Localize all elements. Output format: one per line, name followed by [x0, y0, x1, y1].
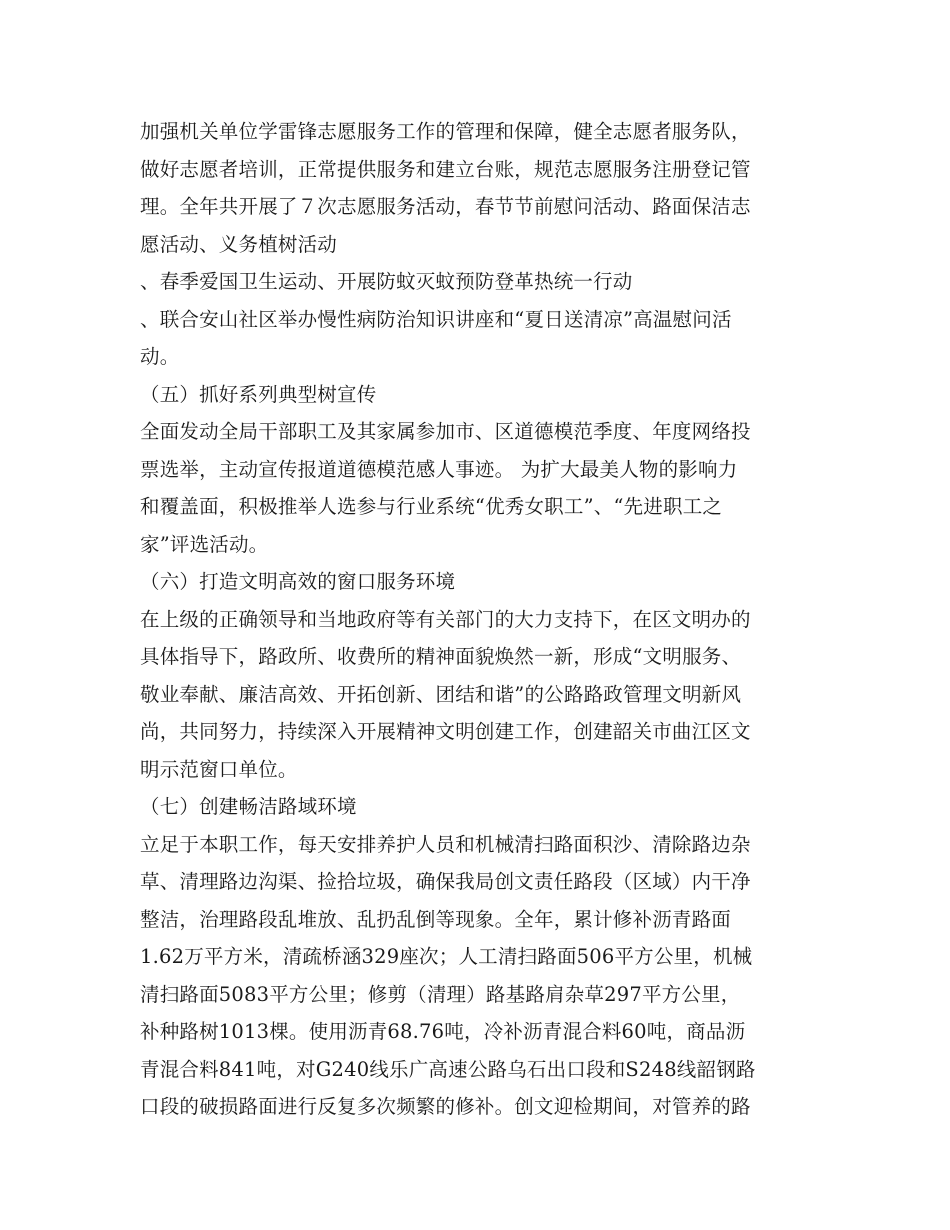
- body-text-line: 在上级的正确领导和当地政府等有关部门的大力支持下，在区文明办的: [140, 607, 751, 631]
- document-page: [140, 113, 812, 1126]
- body-text-line: 加强机关单位学雷锋志愿服务工作的管理和保障，健全志愿者服务队，: [140, 120, 751, 143]
- body-text-line: 草、清理路边沟渠、捡拾垃圾，确保我局创文责任路段（区域）内干净: [140, 870, 751, 893]
- body-text-line: 尚，共同努力，持续深入开展精神文明创建工作，创建韶关市曲江区文: [140, 720, 751, 743]
- section-heading-5: （五）抓好系列典型树宣传: [140, 382, 377, 406]
- body-text-line: 动。: [140, 345, 180, 368]
- section-heading-6: （六）打造文明高效的窗口服务环境: [140, 570, 456, 593]
- body-text-line: 愿活动、义务植树活动: [140, 232, 338, 256]
- section-heading-7: （七）创建畅洁路域环境: [140, 795, 357, 818]
- body-text-line: 口段的破损路面进行反复多次频繁的修补。创文迎检期间，对管养的路: [140, 1095, 751, 1118]
- body-text-line: 青混合料841吨，对G240线乐广高速公路乌石出口段和S248线韶钢路: [140, 1057, 756, 1081]
- body-text-line: 理。全年共开展了７次志愿服务活动，春节节前慰问活动、路面保洁志: [140, 195, 751, 218]
- body-text-line: 和覆盖面，积极推举人选参与行业系统“优秀女职工”、“先进职工之: [140, 495, 723, 518]
- body-text-line: 1.62万平方米，清疏桥涵329座次；人工清扫路面506平方公里，机械: [140, 945, 753, 968]
- body-text-line: 立足于本职工作，每天安排养护人员和机械清扫路面积沙、清除路边杂: [140, 832, 751, 856]
- body-text-line: 具体指导下，路政所、收费所的精神面貌焕然一新，形成“文明服务、: [140, 645, 742, 668]
- body-text-line: 补种路树1013棵。使用沥青68.76吨，冷补沥青混合料60吨，商品沥: [140, 1020, 746, 1043]
- body-text-line: 清扫路面5083平方公里；修剪（清理）路基路肩杂草297平方公里，: [140, 982, 741, 1006]
- body-text-line: 家”评选活动。: [140, 532, 269, 556]
- body-text-line: 敬业奉献、廉洁高效、开拓创新、团结和谐”的公路路政管理文明新风: [140, 682, 742, 706]
- body-text-line: 、联合安山社区举办慢性病防治知识讲座和“夏日送清凉”高温慰问活: [140, 307, 732, 331]
- body-text-line: 票选举，主动宣传报道道德模范感人事迹。 为扩大最美人物的影响力: [140, 457, 738, 481]
- body-text-line: 明示范窗口单位。: [140, 757, 298, 781]
- body-text-line: 、春季爱国卫生运动、开展防蚊灭蚊预防登革热统一行动: [140, 270, 633, 293]
- body-text-line: 整洁，治理路段乱堆放、乱扔乱倒等现象。全年，累计修补沥青路面: [140, 907, 732, 931]
- body-text-line: 全面发动全局干部职工及其家属参加市、区道德模范季度、年度网络投: [140, 420, 751, 443]
- body-text-line: 做好志愿者培训，正常提供服务和建立台账，规范志愿服务注册登记管: [140, 157, 751, 181]
